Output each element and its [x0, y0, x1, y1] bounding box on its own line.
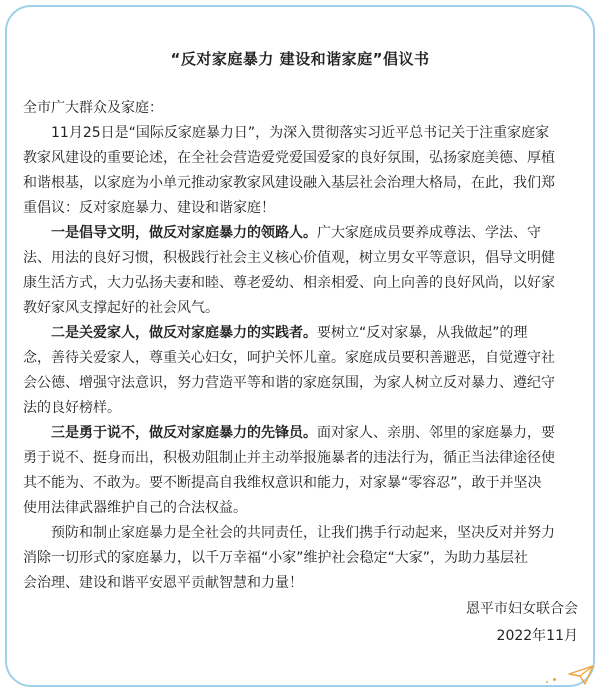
paragraph-line: 教家风建设的重要论述，在全社会营造爱党爱国爱家的良好氛围，弘扬家庭美德、厚植 — [23, 150, 555, 166]
point-text: 要树立“反对家暴，从我做起”的理 — [317, 325, 528, 341]
point-text: 广大家庭成员要养成尊法、学法、守 — [317, 225, 541, 241]
paragraph-line — [23, 421, 583, 446]
point-heading: 三是勇于说不，做反对家庭暴力的先锋员。 — [51, 425, 317, 441]
paragraph-intro — [23, 121, 583, 221]
paragraph-point-1 — [23, 221, 583, 321]
paragraph-line: 会公德、增强守法意识，努力营造平等和谐的家庭氛围，为家人树立反对暴力、遵纪守 — [23, 375, 555, 391]
paragraph-line: 使用法律武器维护自己的合法权益。 — [23, 500, 247, 516]
decoration-dot — [553, 678, 556, 681]
paragraph-closing — [23, 521, 583, 596]
paragraph-point-2 — [23, 321, 583, 421]
document-title: “反对家庭暴力 建设和谐家庭”倡议书 — [170, 50, 430, 68]
paragraph-line: 勇于说不、挺身而出，积极劝阻制止并主动举报施暴者的违法行为，循正当法律途径使 — [23, 450, 555, 466]
signature-date: 2022年11月 — [496, 628, 578, 644]
decoration-dot — [546, 681, 548, 683]
paragraph-line: 和谐根基，以家庭为小单元推动家教家风建设融入基层社会治理大格局，在此，我们郑 — [23, 175, 555, 191]
greeting: 全市广大群众及家庭： — [23, 100, 163, 116]
paragraph-line: 重倡议：反对家庭暴力、建设和谐家庭！ — [23, 200, 275, 216]
document-body — [23, 96, 583, 596]
signature-organization: 恩平市妇女联合会 — [466, 601, 578, 617]
paragraph-line — [23, 321, 583, 346]
paragraph-line — [23, 221, 583, 246]
paragraph-line: 法的良好榜样。 — [23, 400, 121, 416]
paragraph-point-3 — [23, 421, 583, 521]
paragraph-line: 康生活方式，大力弘扬夫妻和睦、尊老爱幼、相亲相爱、向上向善的良好风尚，以好家 — [23, 275, 555, 291]
paragraph-line: 消除一切形式的家庭暴力，以千万幸福“小家”维护社会稳定“大家”，为助力基层社 — [23, 550, 529, 566]
point-heading: 一是倡导文明，做反对家庭暴力的领路人。 — [51, 225, 317, 241]
point-heading: 二是关爱家人，做反对家庭暴力的实践者。 — [51, 325, 317, 341]
point-text: 面对家人、亲朋、邻里的家庭暴力，要 — [317, 425, 555, 441]
paragraph-line: 教好家风支撑起好的社会风气。 — [23, 300, 219, 316]
paper-plane-icon — [568, 665, 594, 685]
paragraph-line: 念，善待关爱家人，尊重关心妇女，呵护关怀儿童。家庭成员要积善避恶，自觉遵守社 — [23, 350, 555, 366]
paragraph-line: 预防和制止家庭暴力是全社会的共同责任，让我们携手行动起来，坚决反对并努力 — [51, 525, 555, 541]
paragraph-line: 11月25日是“国际反家庭暴力日”，为深入贯彻落实习近平总书记关于注重家庭家 — [51, 125, 550, 141]
paragraph-line: 其不能为、不敢为。要不断提高自我维权意识和能力，对家暴“零容忍”，敢于并坚决 — [23, 475, 542, 491]
paragraph-line: 会治理、建设和谐平安恩平贡献智慧和力量！ — [23, 575, 303, 591]
paragraph-line: 法、用法的良好习惯，积极践行社会主义核心价值观，树立男女平等意识，倡导文明健 — [23, 250, 555, 266]
